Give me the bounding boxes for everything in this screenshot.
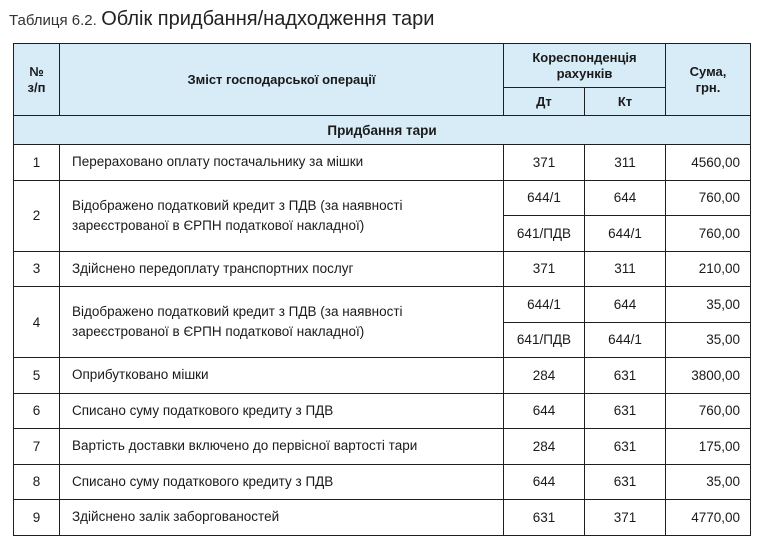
credit-account: 644/1 (585, 322, 666, 358)
table-title: Облік придбання/надходження тари (101, 8, 435, 30)
operation-description: Здійснено залік заборгованостей (60, 500, 504, 536)
table-header (14, 44, 751, 116)
debit-account: 284 (504, 429, 585, 465)
amount: 4560,00 (666, 145, 751, 181)
row-number: 1 (14, 145, 60, 181)
debit-account: 371 (504, 251, 585, 287)
row-number: 7 (14, 429, 60, 465)
section-title: Придбання тари (14, 116, 751, 145)
operation-description: Відображено податковий кредит з ПДВ (за наявності зареєстрованої в ЄРПН податкової накладної) (60, 287, 504, 358)
operation-description: Списано суму податкового кредиту з ПДВ (60, 393, 504, 429)
credit-account: 631 (585, 429, 666, 465)
operation-description: Вартість доставки включено до первісної вартості тари (60, 429, 504, 465)
row-number: 6 (14, 393, 60, 429)
row-number: 4 (14, 287, 60, 358)
debit-account: 644 (504, 393, 585, 429)
debit-account: 641/ПДВ (504, 216, 585, 252)
row-number: 5 (14, 358, 60, 394)
row-number: 3 (14, 251, 60, 287)
credit-account: 631 (585, 358, 666, 394)
header-correspondence: Кореспонденція рахунків (504, 44, 666, 88)
credit-account: 631 (585, 464, 666, 500)
credit-account: 311 (585, 145, 666, 181)
amount: 760,00 (666, 216, 751, 252)
amount: 4770,00 (666, 500, 751, 536)
debit-account: 644/1 (504, 287, 585, 323)
table-body (14, 116, 751, 536)
credit-account: 631 (585, 393, 666, 429)
row-number: 9 (14, 500, 60, 536)
table-row (14, 287, 751, 323)
amount: 35,00 (666, 322, 751, 358)
operation-description: Здійснено передоплату транспортних послуг (60, 251, 504, 287)
credit-account: 644 (585, 287, 666, 323)
row-number: 2 (14, 180, 60, 251)
table-caption (9, 8, 434, 31)
debit-account: 644 (504, 464, 585, 500)
table-row (14, 251, 751, 287)
header-content: Зміст господарської операції (60, 44, 504, 116)
row-number: 8 (14, 464, 60, 500)
amount: 35,00 (666, 464, 751, 500)
amount: 35,00 (666, 287, 751, 323)
amount: 210,00 (666, 251, 751, 287)
table-row (14, 358, 751, 394)
amount: 175,00 (666, 429, 751, 465)
table-row (14, 393, 751, 429)
debit-account: 371 (504, 145, 585, 181)
section-row (14, 116, 751, 145)
amount: 3800,00 (666, 358, 751, 394)
credit-account: 644 (585, 180, 666, 216)
table-number: Таблиця 6.2. (9, 12, 97, 29)
table-row (14, 180, 751, 216)
debit-account: 644/1 (504, 180, 585, 216)
table-row (14, 500, 751, 536)
credit-account: 644/1 (585, 216, 666, 252)
credit-account: 311 (585, 251, 666, 287)
operation-description: Оприбутковано мішки (60, 358, 504, 394)
header-sum: Сума, грн. (666, 44, 751, 116)
header-num: № з/п (14, 44, 60, 116)
operation-description: Перераховано оплату постачальнику за мішки (60, 145, 504, 181)
header-kt: Кт (585, 88, 666, 116)
amount: 760,00 (666, 393, 751, 429)
operation-description: Списано суму податкового кредиту з ПДВ (60, 464, 504, 500)
amount: 760,00 (666, 180, 751, 216)
debit-account: 641/ПДВ (504, 322, 585, 358)
table-row (14, 464, 751, 500)
debit-account: 631 (504, 500, 585, 536)
table-row (14, 145, 751, 181)
table-row (14, 429, 751, 465)
operation-description: Відображено податковий кредит з ПДВ (за наявності зареєстрованої в ЄРПН податкової накладної) (60, 180, 504, 251)
credit-account: 371 (585, 500, 666, 536)
header-dt: Дт (504, 88, 585, 116)
debit-account: 284 (504, 358, 585, 394)
accounting-table (13, 43, 751, 536)
